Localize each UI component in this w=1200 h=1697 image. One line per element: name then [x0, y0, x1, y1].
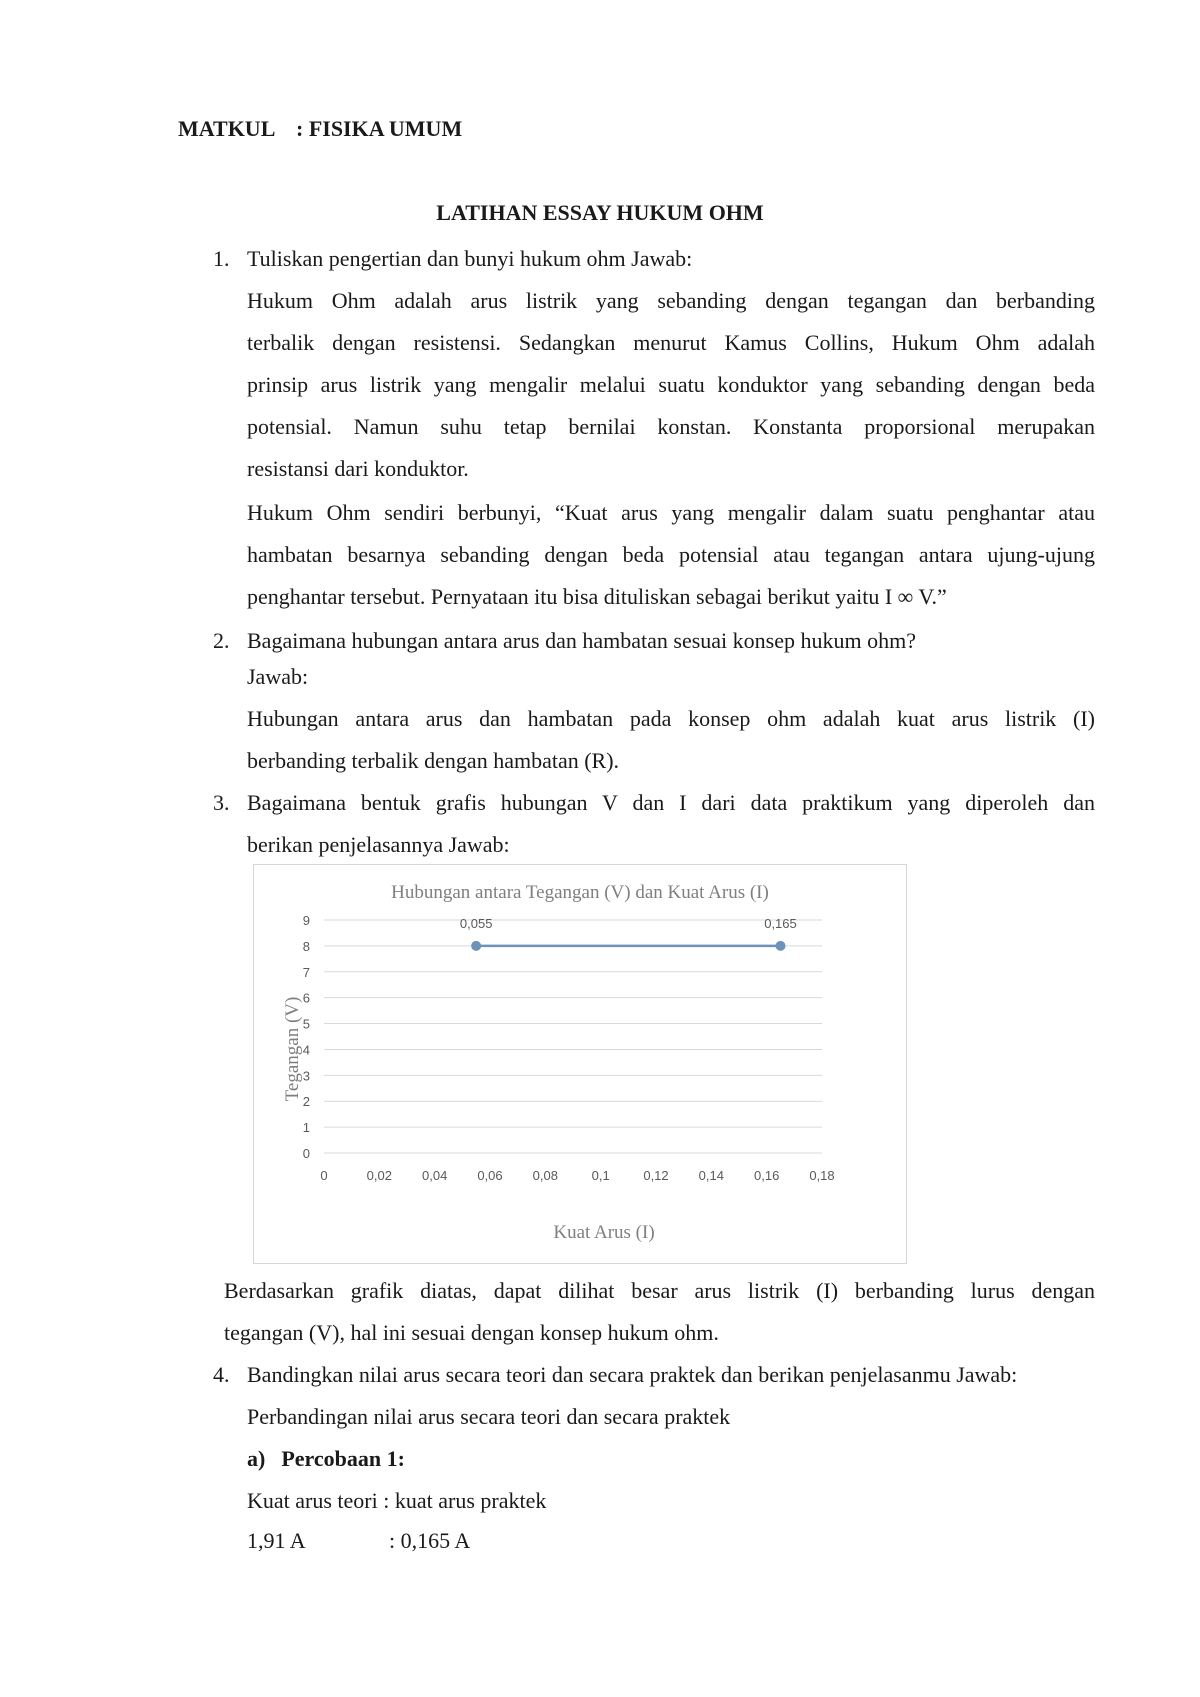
chart-conclusion-line: Berdasarkan grafik diatas, dapat dilihat besar arus listrik (I) berbanding lurus dengan	[224, 1278, 1095, 1303]
document-title: LATIHAN ESSAY HUKUM OHM	[436, 200, 764, 225]
answer-line: Hukum Ohm adalah arus listrik yang sebanding dengan tegangan dan berbanding	[247, 288, 1095, 313]
question-1	[213, 246, 693, 272]
x-tick-label: 0,1	[591, 1168, 610, 1183]
experiment-label: a)	[247, 1446, 266, 1471]
question-number: 2.	[213, 628, 230, 653]
y-tick-label: 9	[302, 913, 310, 928]
answer-line: Hukum Ohm sendiri berbunyi, “Kuat arus yang mengalir dalam suatu penghantar atau	[247, 500, 1095, 525]
y-axis-label: Tegangan (V)	[282, 996, 303, 1102]
y-tick-label: 1	[302, 1120, 310, 1136]
chart-title: Hubungan antara Tegangan (V) dan Kuat Arus (I)	[391, 882, 769, 903]
answer-line: hambatan besarnya sebanding dengan beda potensial atau tegangan antara ujung-ujung	[247, 542, 1095, 567]
x-tick-label: 0,02	[366, 1168, 392, 1183]
question-text: berikan penjelasannya Jawab:	[247, 832, 510, 857]
x-tick-label: 0,06	[477, 1168, 503, 1183]
y-tick-label: 7	[302, 964, 310, 980]
chart-gridlines	[324, 920, 822, 1153]
comparison-line: Kuat arus teori : kuat arus praktek	[247, 1488, 547, 1513]
course-value: : FISIKA UMUM	[296, 116, 463, 141]
question-text: Bandingkan nilai arus secara teori dan secara praktek dan berikan penjelasanmu Jawab:	[247, 1362, 1018, 1387]
data-label: 0,165	[764, 915, 797, 931]
question-number: 4.	[213, 1362, 230, 1387]
question-text: Bagaimana bentuk grafis hubungan V dan I dari data praktikum yang diperoleh dan	[247, 790, 1095, 815]
data-label: 0,055	[459, 915, 493, 931]
answer-line: resistansi dari konduktor.	[247, 456, 469, 481]
chart-container	[253, 864, 907, 1264]
question-number: 3.	[213, 790, 230, 815]
theory-value: 1,91 A	[247, 1528, 306, 1553]
answer-label: Jawab:	[247, 664, 309, 689]
x-axis-ticks	[320, 1168, 834, 1183]
question-3	[213, 790, 1095, 816]
voltage-current-chart	[254, 865, 906, 1263]
y-tick-label: 6	[302, 990, 310, 1006]
answer-line: Hubungan antara arus dan hambatan pada konsep ohm adalah kuat arus listrik (I)	[247, 706, 1095, 731]
x-tick-label: 0,14	[698, 1168, 724, 1183]
x-tick-label: 0	[320, 1168, 328, 1183]
comparison-intro: Perbandingan nilai arus secara teori dan secara praktek	[247, 1404, 731, 1429]
x-tick-label: 0,04	[422, 1168, 448, 1183]
x-tick-label: 0,08	[532, 1168, 558, 1183]
question-4	[213, 1362, 1018, 1388]
y-tick-label: 8	[302, 938, 310, 954]
x-tick-label: 0,18	[809, 1168, 835, 1183]
answer-line: berbanding terbalik dengan hambatan (R).	[247, 748, 620, 773]
question-text: Tuliskan pengertian dan bunyi hukum ohm Jawab:	[247, 246, 693, 271]
data-point	[471, 941, 481, 951]
y-tick-label: 3	[302, 1068, 310, 1084]
course-header	[178, 116, 462, 142]
data-point	[776, 941, 786, 951]
y-axis-ticks	[303, 913, 310, 1161]
answer-line: potensial. Namun suhu tetap bernilai konstan. Konstanta proporsional merupakan	[247, 414, 1095, 439]
practice-value: : 0,165 A	[389, 1528, 471, 1553]
answer-line: prinsip arus listrik yang mengalir melalui suatu konduktor yang sebanding dengan beda	[247, 372, 1095, 397]
experiment-title: Percobaan 1:	[281, 1446, 405, 1471]
experiment-heading	[247, 1446, 405, 1472]
course-label: MATKUL	[178, 116, 276, 141]
y-tick-label: 2	[302, 1094, 310, 1110]
answer-line: terbalik dengan resistensi. Sedangkan menurut Kamus Collins, Hukum Ohm adalah	[247, 330, 1095, 355]
answer-line: penghantar tersebut. Pernyataan itu bisa dituliskan sebagai berikut yaitu I ∞ V.”	[247, 584, 947, 609]
y-tick-label: 5	[302, 1016, 310, 1032]
comparison-values	[247, 1528, 470, 1554]
x-tick-label: 0,16	[754, 1168, 780, 1183]
y-tick-label: 0	[302, 1146, 310, 1161]
question-2	[213, 628, 916, 654]
question-text: Bagaimana hubungan antara arus dan hambatan sesuai konsep hukum ohm?	[247, 628, 916, 653]
question-number: 1.	[213, 246, 230, 271]
x-tick-label: 0,12	[643, 1168, 669, 1183]
chart-series	[460, 916, 797, 951]
x-axis-label: Kuat Arus (I)	[553, 1222, 655, 1243]
chart-conclusion-line: tegangan (V), hal ini sesuai dengan konsep hukum ohm.	[224, 1320, 719, 1345]
y-tick-label: 4	[302, 1042, 310, 1058]
